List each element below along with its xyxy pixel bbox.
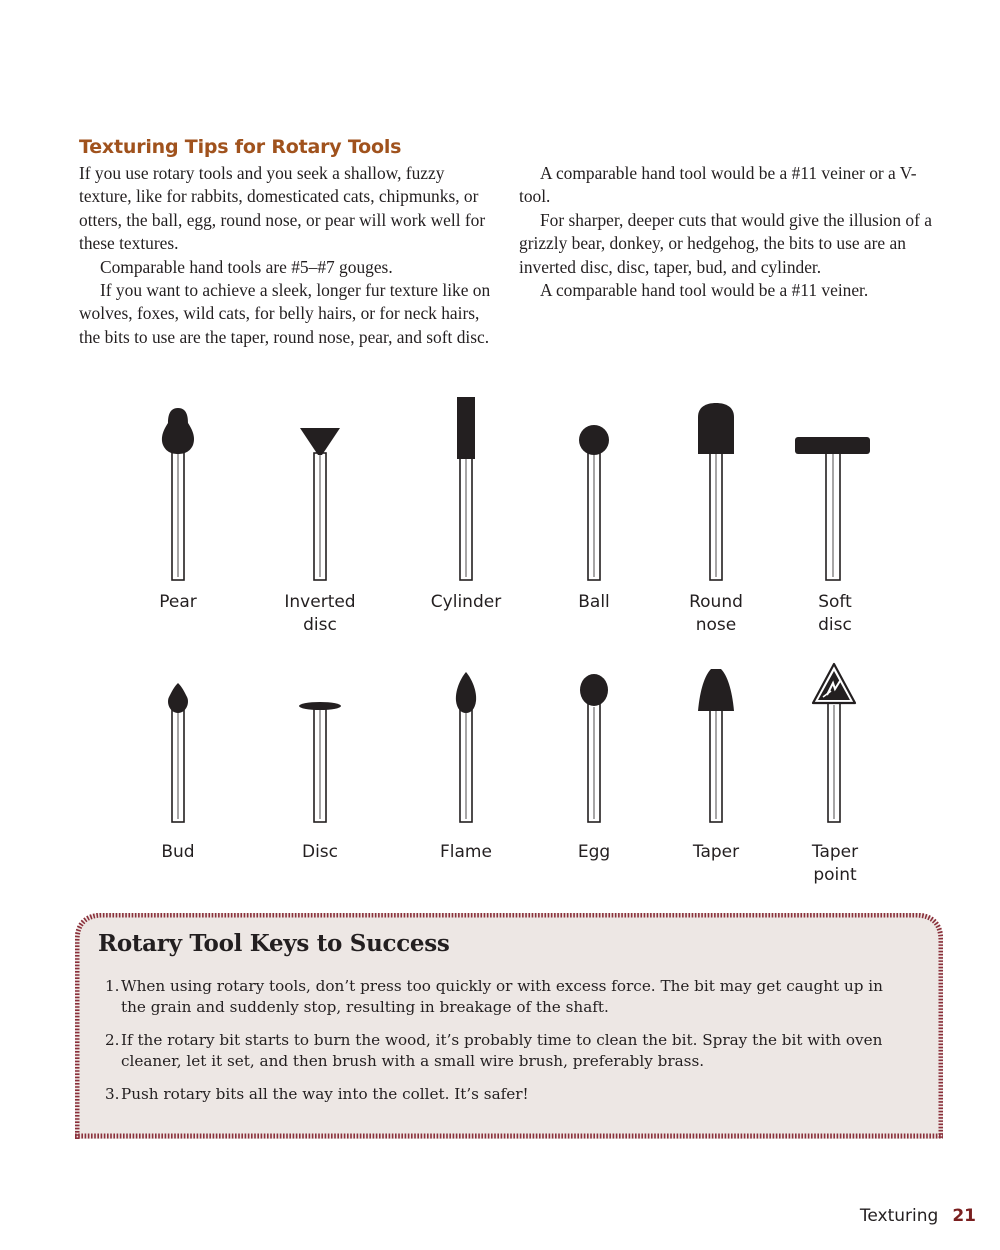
flame-bit-icon [406,645,526,835]
soft-disc-bit-icon [775,395,895,585]
list-number: 1. [105,977,120,995]
list-item [105,1030,905,1072]
section-heading: Texturing Tips for Rotary Tools [79,136,402,158]
bit-label: Pear [159,592,197,612]
paragraph: If you want to achieve a sleek, longer fur texture like on wolves, foxes, wild cats, for belly hairs, or for neck hairs, the bits to use are the taper, round nose, pear, and soft disc. [79,280,491,347]
taper-bit-icon [656,645,776,835]
pear-bit-icon [118,395,238,585]
list-item [105,1084,905,1105]
list-item [105,976,905,1018]
bit-label: Cylinder [430,592,502,612]
bit-label: Flame [440,842,492,862]
bit-label: Soft disc [818,592,852,635]
taper-point-bit-icon [775,645,895,835]
bit-label: Inverted disc [284,592,356,635]
cylinder-bit-icon [406,395,526,585]
bit-label: Disc [301,842,339,862]
inverted-disc-bit-icon [260,395,380,585]
list-text: When using rotary tools, don’t press too quickly or with excess force. The bit may get caught up in the grain and suddenly stop, resulting in breakage of the shaft. [121,977,883,1016]
list-text: If the rotary bit starts to burn the wood, it’s probably time to clean the bit. Spray the bit with oven cleaner, let it set, and then brush with a small wire brush, preferably brass. [121,1031,883,1070]
bit-label: Egg [577,842,611,862]
text-column-right [519,162,939,302]
page-number: 21 [952,1206,976,1226]
bit-label: Taper point [811,842,859,885]
ball-bit-icon [534,395,654,585]
bit-label: Taper [692,842,740,862]
bit-label: Bud [161,842,195,862]
list-text: Push rotary bits all the way into the collet. It’s safer! [121,1085,529,1103]
paragraph: A comparable hand tool would be a #11 veiner or a V-tool. [519,163,917,207]
bud-bit-icon [118,645,238,835]
disc-bit-icon [260,645,380,835]
egg-bit-icon [534,645,654,835]
list-number: 2. [105,1031,120,1049]
round-nose-bit-icon [656,395,776,585]
tips-list [105,976,905,1117]
tips-box [75,913,943,1139]
box-title: Rotary Tool Keys to Success [98,930,450,957]
footer-section-label: Texturing [859,1206,939,1226]
paragraph: If you use rotary tools and you seek a shallow, fuzzy texture, like for rabbits, domesticated cats, chipmunks, or otters, the ball, egg, round nose, or pear will work well for these textures. [79,163,486,254]
paragraph: Comparable hand tools are #5–#7 gouges. [100,256,393,277]
paragraph: A comparable hand tool would be a #11 veiner. [540,280,869,301]
bit-label: Round nose [689,592,743,635]
text-column-left [79,162,499,349]
list-number: 3. [105,1085,120,1103]
paragraph: For sharper, deeper cuts that would give the illusion of a grizzly bear, donkey, or hedgehog, the bits to use are an inverted disc, disc, taper, bud, and cylinder. [519,209,932,277]
bit-label: Ball [578,592,610,612]
page-footer [860,1206,976,1226]
